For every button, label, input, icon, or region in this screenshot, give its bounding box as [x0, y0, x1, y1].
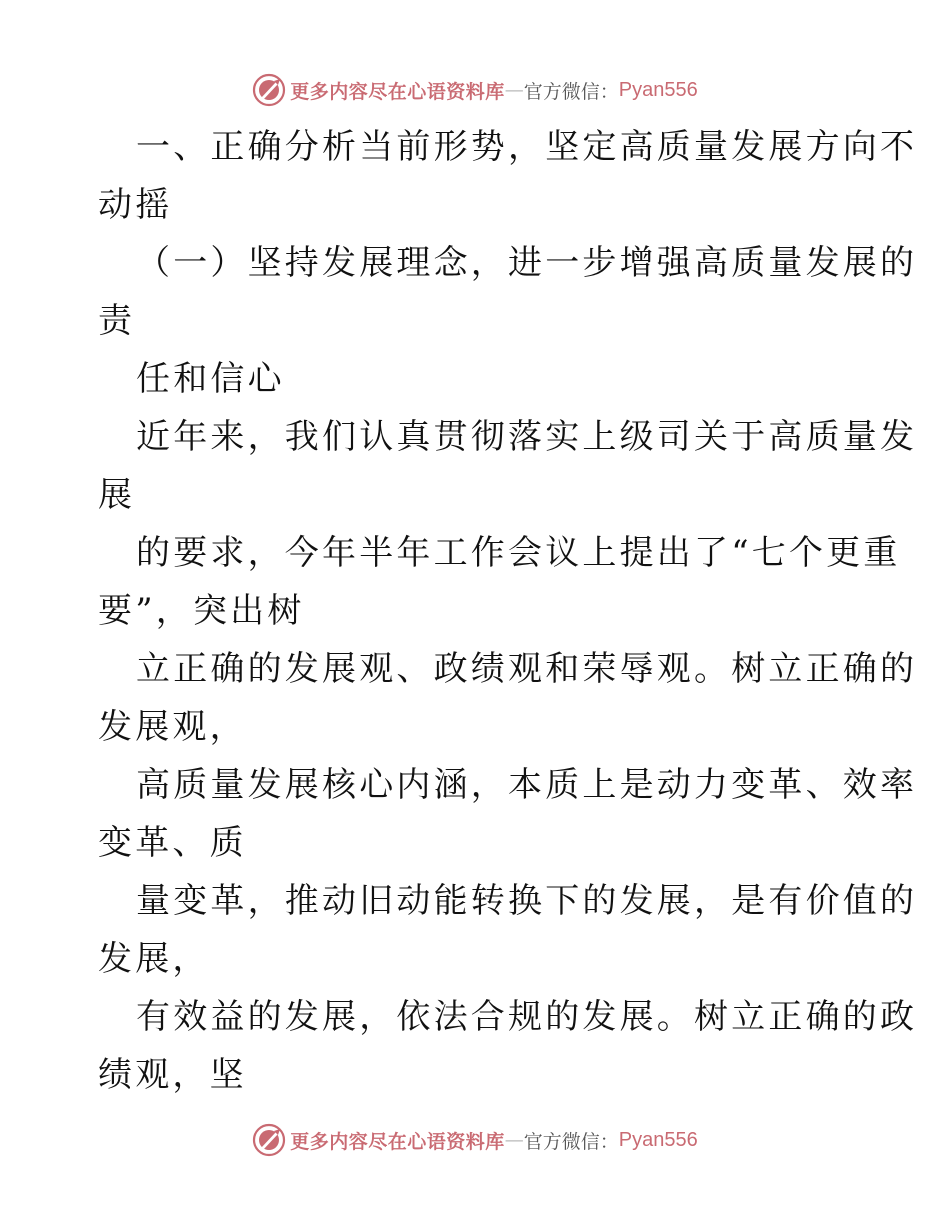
- text-line: 量变革，推动旧动能转换下的发展，是有价值的: [136, 881, 918, 921]
- text-line: 展: [98, 475, 136, 515]
- footer-watermark: [0, 1118, 950, 1162]
- text-line: 发展，: [98, 939, 210, 979]
- text-line: （一）坚持发展理念，进一步增强高质量发展的: [136, 243, 918, 283]
- text-line: 要”，突出树: [98, 591, 305, 631]
- text-line: 的要求，今年半年工作会议上提出了“七个更重: [136, 533, 901, 573]
- header-brand-text: 更多内容尽在心语资料库: [290, 80, 505, 103]
- text-line: 一、正确分析当前形势，坚定高质量发展方向不: [136, 127, 918, 167]
- text-line: 变革、质: [98, 823, 247, 863]
- text-line: 近年来，我们认真贯彻落实上级司关于高质量发: [136, 417, 918, 457]
- quill-logo-icon: [252, 73, 286, 107]
- text-line: 责: [98, 301, 136, 341]
- header-separator: —: [504, 79, 524, 101]
- text-line: 高质量发展核心内涵，本质上是动力变革、效率: [136, 765, 918, 805]
- header-watermark: [0, 68, 950, 112]
- text-line: 动摇: [98, 185, 173, 225]
- footer-wechat-id: Pyan556: [618, 1128, 698, 1151]
- text-line: 有效益的发展，依法合规的发展。树立正确的政: [136, 997, 918, 1037]
- footer-separator: —: [504, 1129, 524, 1151]
- quill-logo-icon: [252, 1123, 286, 1157]
- footer-brand-text: 更多内容尽在心语资料库: [290, 1130, 505, 1153]
- header-wechat-label: 官方微信：: [523, 80, 619, 103]
- text-line: 绩观，坚: [98, 1055, 247, 1095]
- text-line: 立正确的发展观、政绩观和荣辱观。树立正确的: [136, 649, 918, 689]
- header-wechat-id: Pyan556: [618, 78, 698, 101]
- text-line: 任和信心: [136, 359, 285, 399]
- footer-wechat-label: 官方微信：: [523, 1130, 619, 1153]
- text-line: 发展观，: [98, 707, 247, 747]
